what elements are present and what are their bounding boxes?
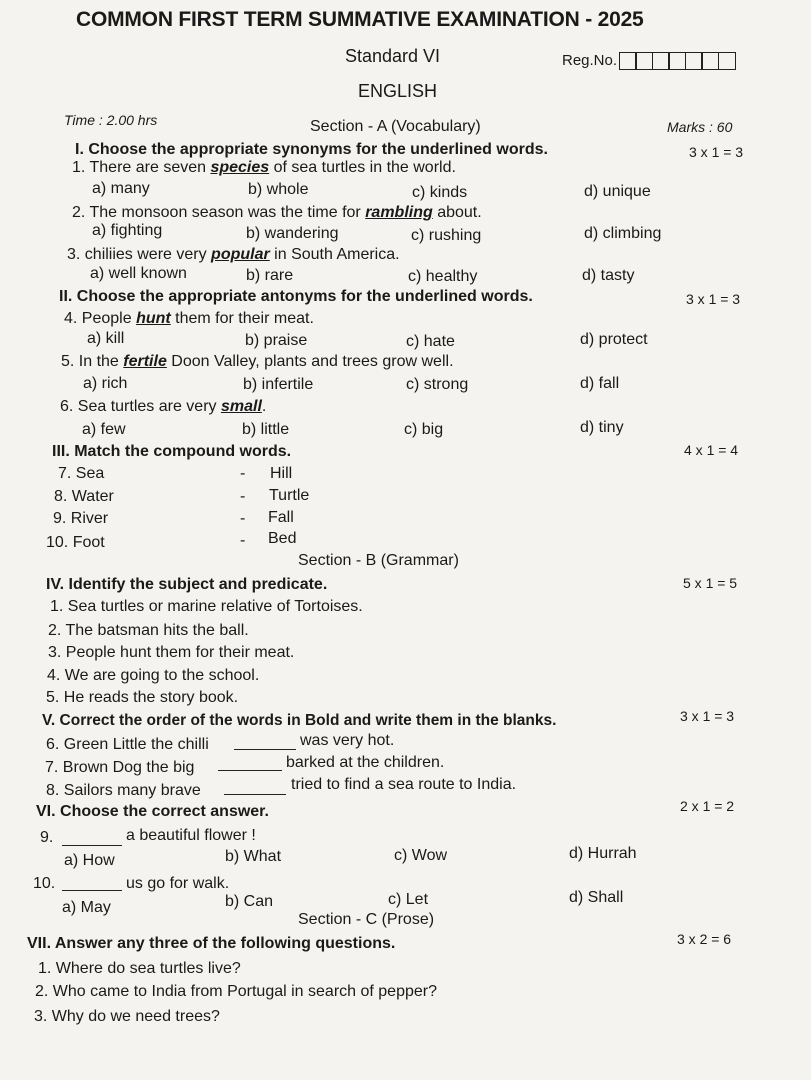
- q3-option-a: a) well known: [90, 265, 187, 282]
- part1-heading: I. Choose the appropriate synonyms for the underlined words.: [75, 141, 548, 158]
- answer-blank: [62, 845, 122, 846]
- part7-marks: 3 x 2 = 6: [677, 931, 732, 947]
- q2-stem: 2. The monsoon season was the time for rambling about.: [72, 204, 482, 221]
- part4-item: 3. People hunt them for their meat.: [48, 644, 295, 661]
- q10-option-c: c) Let: [388, 891, 429, 908]
- q6-option-c: c) big: [404, 421, 444, 438]
- q10-option-d: d) Shall: [569, 889, 624, 906]
- part2-marks: 3 x 1 = 3: [686, 291, 741, 307]
- match-dash: -: [240, 488, 246, 505]
- q9-option-a: a) How: [64, 852, 115, 869]
- reg-no-label: Reg.No.: [562, 52, 618, 69]
- match-right-turtle: Turtle: [269, 487, 310, 504]
- q3-stem: 3. chiliies were very popular in South America.: [67, 246, 400, 263]
- part4-item: 4. We are going to the school.: [47, 667, 260, 684]
- standard-label: Standard VI: [345, 46, 441, 66]
- q4-option-a: a) kill: [87, 330, 125, 347]
- q2-option-d: d) climbing: [584, 225, 662, 242]
- q9-number: 9.: [40, 829, 54, 846]
- q3-option-b: b) rare: [246, 267, 294, 284]
- part3-marks: 4 x 1 = 4: [684, 442, 739, 458]
- q5-option-b: b) infertile: [243, 376, 314, 393]
- q9-option-d: d) Hurrah: [569, 845, 637, 862]
- q1-option-c: c) kinds: [412, 184, 468, 201]
- q7-reorder: 7. Brown Dog the big: [45, 759, 195, 776]
- q4-option-c: c) hate: [406, 333, 455, 350]
- section-c-title: Section - C (Prose): [298, 911, 435, 928]
- q2-option-a: a) fighting: [92, 222, 163, 239]
- q7-reorder-tail: barked at the children.: [286, 754, 445, 771]
- q1-option-b: b) whole: [248, 181, 309, 198]
- part4-item: 5. He reads the story book.: [46, 689, 239, 706]
- part5-marks: 3 x 1 = 3: [680, 708, 735, 724]
- part4-marks: 5 x 1 = 5: [683, 575, 738, 591]
- part5-heading: V. Correct the order of the words in Bold and write them in the blanks.: [42, 712, 557, 729]
- part7-item: 3. Why do we need trees?: [34, 1008, 220, 1025]
- q10-number: 10.: [33, 875, 56, 892]
- reg-no-boxes: [620, 52, 736, 70]
- match-right-bed: Bed: [268, 530, 297, 547]
- answer-blank: [234, 749, 296, 750]
- answer-blank: [224, 794, 286, 795]
- q4-option-d: d) protect: [580, 331, 648, 348]
- time-label: Time : 2.00 hrs: [64, 112, 158, 128]
- part4-heading: IV. Identify the subject and predicate.: [46, 576, 328, 593]
- q10-option-a: a) May: [62, 899, 111, 916]
- q10-option-b: b) Can: [225, 893, 274, 910]
- part7-heading: VII. Answer any three of the following questions.: [27, 935, 396, 952]
- q6-option-a: a) few: [82, 421, 126, 438]
- match-left-9: 9. River: [53, 510, 109, 527]
- part7-item: 2. Who came to India from Portugal in search of pepper?: [35, 983, 437, 1000]
- q9-option-b: b) What: [225, 848, 282, 865]
- q2-option-c: c) rushing: [411, 227, 482, 244]
- match-dash: -: [240, 465, 246, 482]
- part1-marks: 3 x 1 = 3: [689, 144, 744, 160]
- subject-title: ENGLISH: [358, 81, 438, 101]
- match-left-8: 8. Water: [54, 488, 114, 505]
- q1-option-a: a) many: [92, 180, 150, 197]
- match-right-fall: Fall: [268, 509, 294, 526]
- answer-blank: [218, 770, 282, 771]
- q8-reorder: 8. Sailors many brave: [46, 782, 201, 799]
- section-b-title: Section - B (Grammar): [298, 552, 459, 569]
- q8-reorder-tail: tried to find a sea route to India.: [291, 776, 517, 793]
- part4-item: 2. The batsman hits the ball.: [48, 622, 249, 639]
- q4-option-b: b) praise: [245, 332, 308, 349]
- exam-title: COMMON FIRST TERM SUMMATIVE EXAMINATION - 2025: [76, 8, 644, 31]
- part6-heading: VI. Choose the correct answer.: [36, 803, 269, 820]
- match-left-7: 7. Sea: [58, 465, 105, 482]
- q6-option-b: b) little: [242, 421, 290, 438]
- part6-marks: 2 x 1 = 2: [680, 798, 735, 814]
- q6-reorder: 6. Green Little the chilli: [46, 736, 209, 753]
- part4-item: 1. Sea turtles or marine relative of Tortoises.: [50, 598, 363, 615]
- q1-stem: 1. There are seven species of sea turtles in the world.: [72, 159, 456, 176]
- part2-heading: II. Choose the appropriate antonyms for the underlined words.: [59, 288, 533, 305]
- q3-option-d: d) tasty: [582, 267, 635, 284]
- q3-option-c: c) healthy: [408, 268, 478, 285]
- match-dash: -: [240, 532, 246, 549]
- q9-option-c: c) Wow: [394, 847, 448, 864]
- q5-option-d: d) fall: [580, 375, 620, 392]
- match-right-hill: Hill: [270, 465, 293, 482]
- q5-option-c: c) strong: [406, 376, 469, 393]
- part3-heading: III. Match the compound words.: [52, 443, 292, 460]
- answer-blank: [62, 890, 122, 891]
- match-dash: -: [240, 510, 246, 527]
- q6-stem: 6. Sea turtles are very small.: [60, 398, 267, 415]
- q9-text: a beautiful flower !: [126, 827, 256, 844]
- part7-item: 1. Where do sea turtles live?: [38, 960, 241, 977]
- total-marks: Marks : 60: [667, 119, 733, 135]
- q6-option-d: d) tiny: [580, 419, 624, 436]
- q5-option-a: a) rich: [83, 375, 128, 392]
- section-a-title: Section - A (Vocabulary): [310, 118, 481, 135]
- q10-text: us go for walk.: [126, 875, 230, 892]
- q2-option-b: b) wandering: [246, 225, 339, 242]
- q6-reorder-tail: was very hot.: [300, 732, 395, 749]
- match-left-10: 10. Foot: [46, 534, 105, 551]
- q5-stem: 5. In the fertile Doon Valley, plants and trees grow well.: [61, 353, 454, 370]
- q4-stem: 4. People hunt them for their meat.: [64, 310, 314, 327]
- q1-option-d: d) unique: [584, 183, 651, 200]
